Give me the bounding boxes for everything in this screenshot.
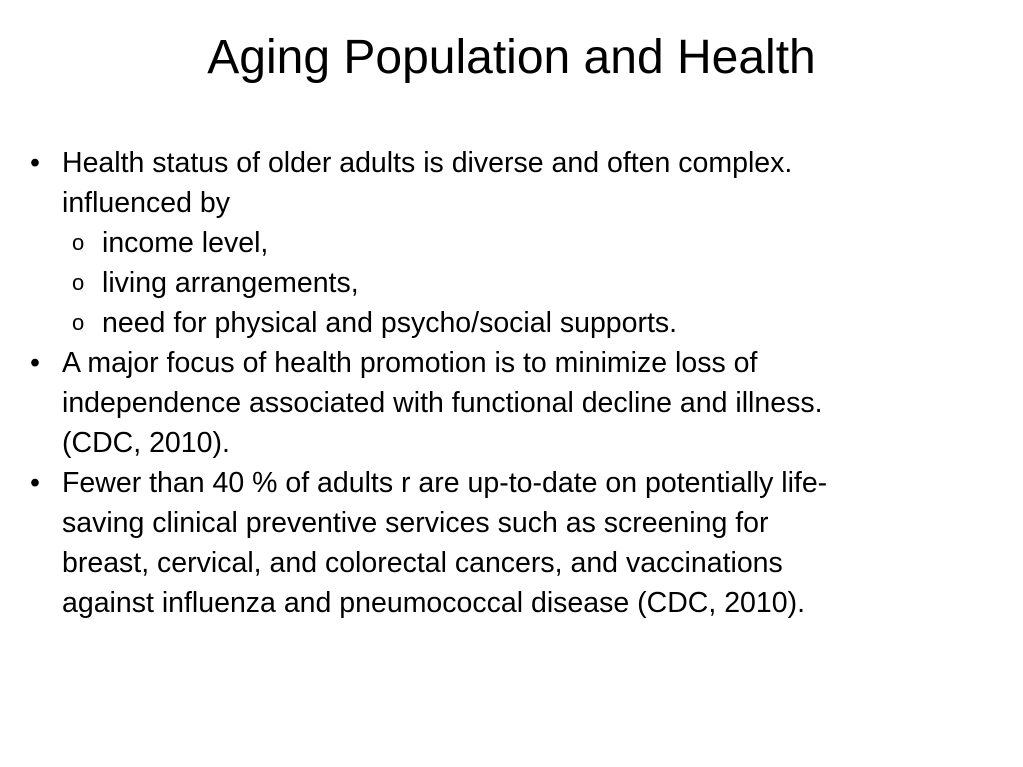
bullet-line: against influenza and pneumococcal disease (CDC, 2010). — [62, 587, 806, 619]
sub-bullet-text: income level, — [102, 227, 269, 259]
slide-title: Aging Population and Health — [207, 31, 816, 84]
bullet-line: Fewer than 40 % of adults r are up-to-date on potentially life- — [62, 467, 828, 499]
bullet-item — [30, 143, 1005, 343]
sub-bullet-item — [62, 303, 1005, 343]
bullet-line: breast, cervical, and colorectal cancers, and vaccinations — [62, 547, 783, 579]
sub-bullet-marker: o — [72, 310, 85, 335]
bullet-item — [30, 463, 1005, 623]
sub-bullet-text: living arrangements, — [102, 267, 359, 299]
bullet-marker: • — [30, 347, 40, 379]
bullet-line: independence associated with functional decline and illness. — [62, 387, 823, 419]
sub-bullet-text: need for physical and psycho/social supports. — [102, 307, 678, 339]
bullet-line: saving clinical preventive services such as screening for — [62, 507, 769, 539]
sub-bullet-marker: o — [72, 270, 85, 295]
bullet-marker: • — [30, 467, 40, 499]
bullet-line: A major focus of health promotion is to minimize loss of — [62, 347, 758, 379]
slide-body — [30, 143, 1005, 623]
sub-bullet-item — [62, 263, 1005, 303]
bullet-marker: • — [30, 147, 40, 179]
sub-bullet-marker: o — [72, 230, 85, 255]
sub-bullet-list — [62, 223, 1005, 343]
bullet-line: (CDC, 2010). — [62, 427, 230, 459]
bullet-line: influenced by — [62, 187, 230, 219]
bullet-line: Health status of older adults is diverse and often complex. — [62, 147, 793, 179]
sub-bullet-item — [62, 223, 1005, 263]
bullet-item — [30, 343, 1005, 463]
